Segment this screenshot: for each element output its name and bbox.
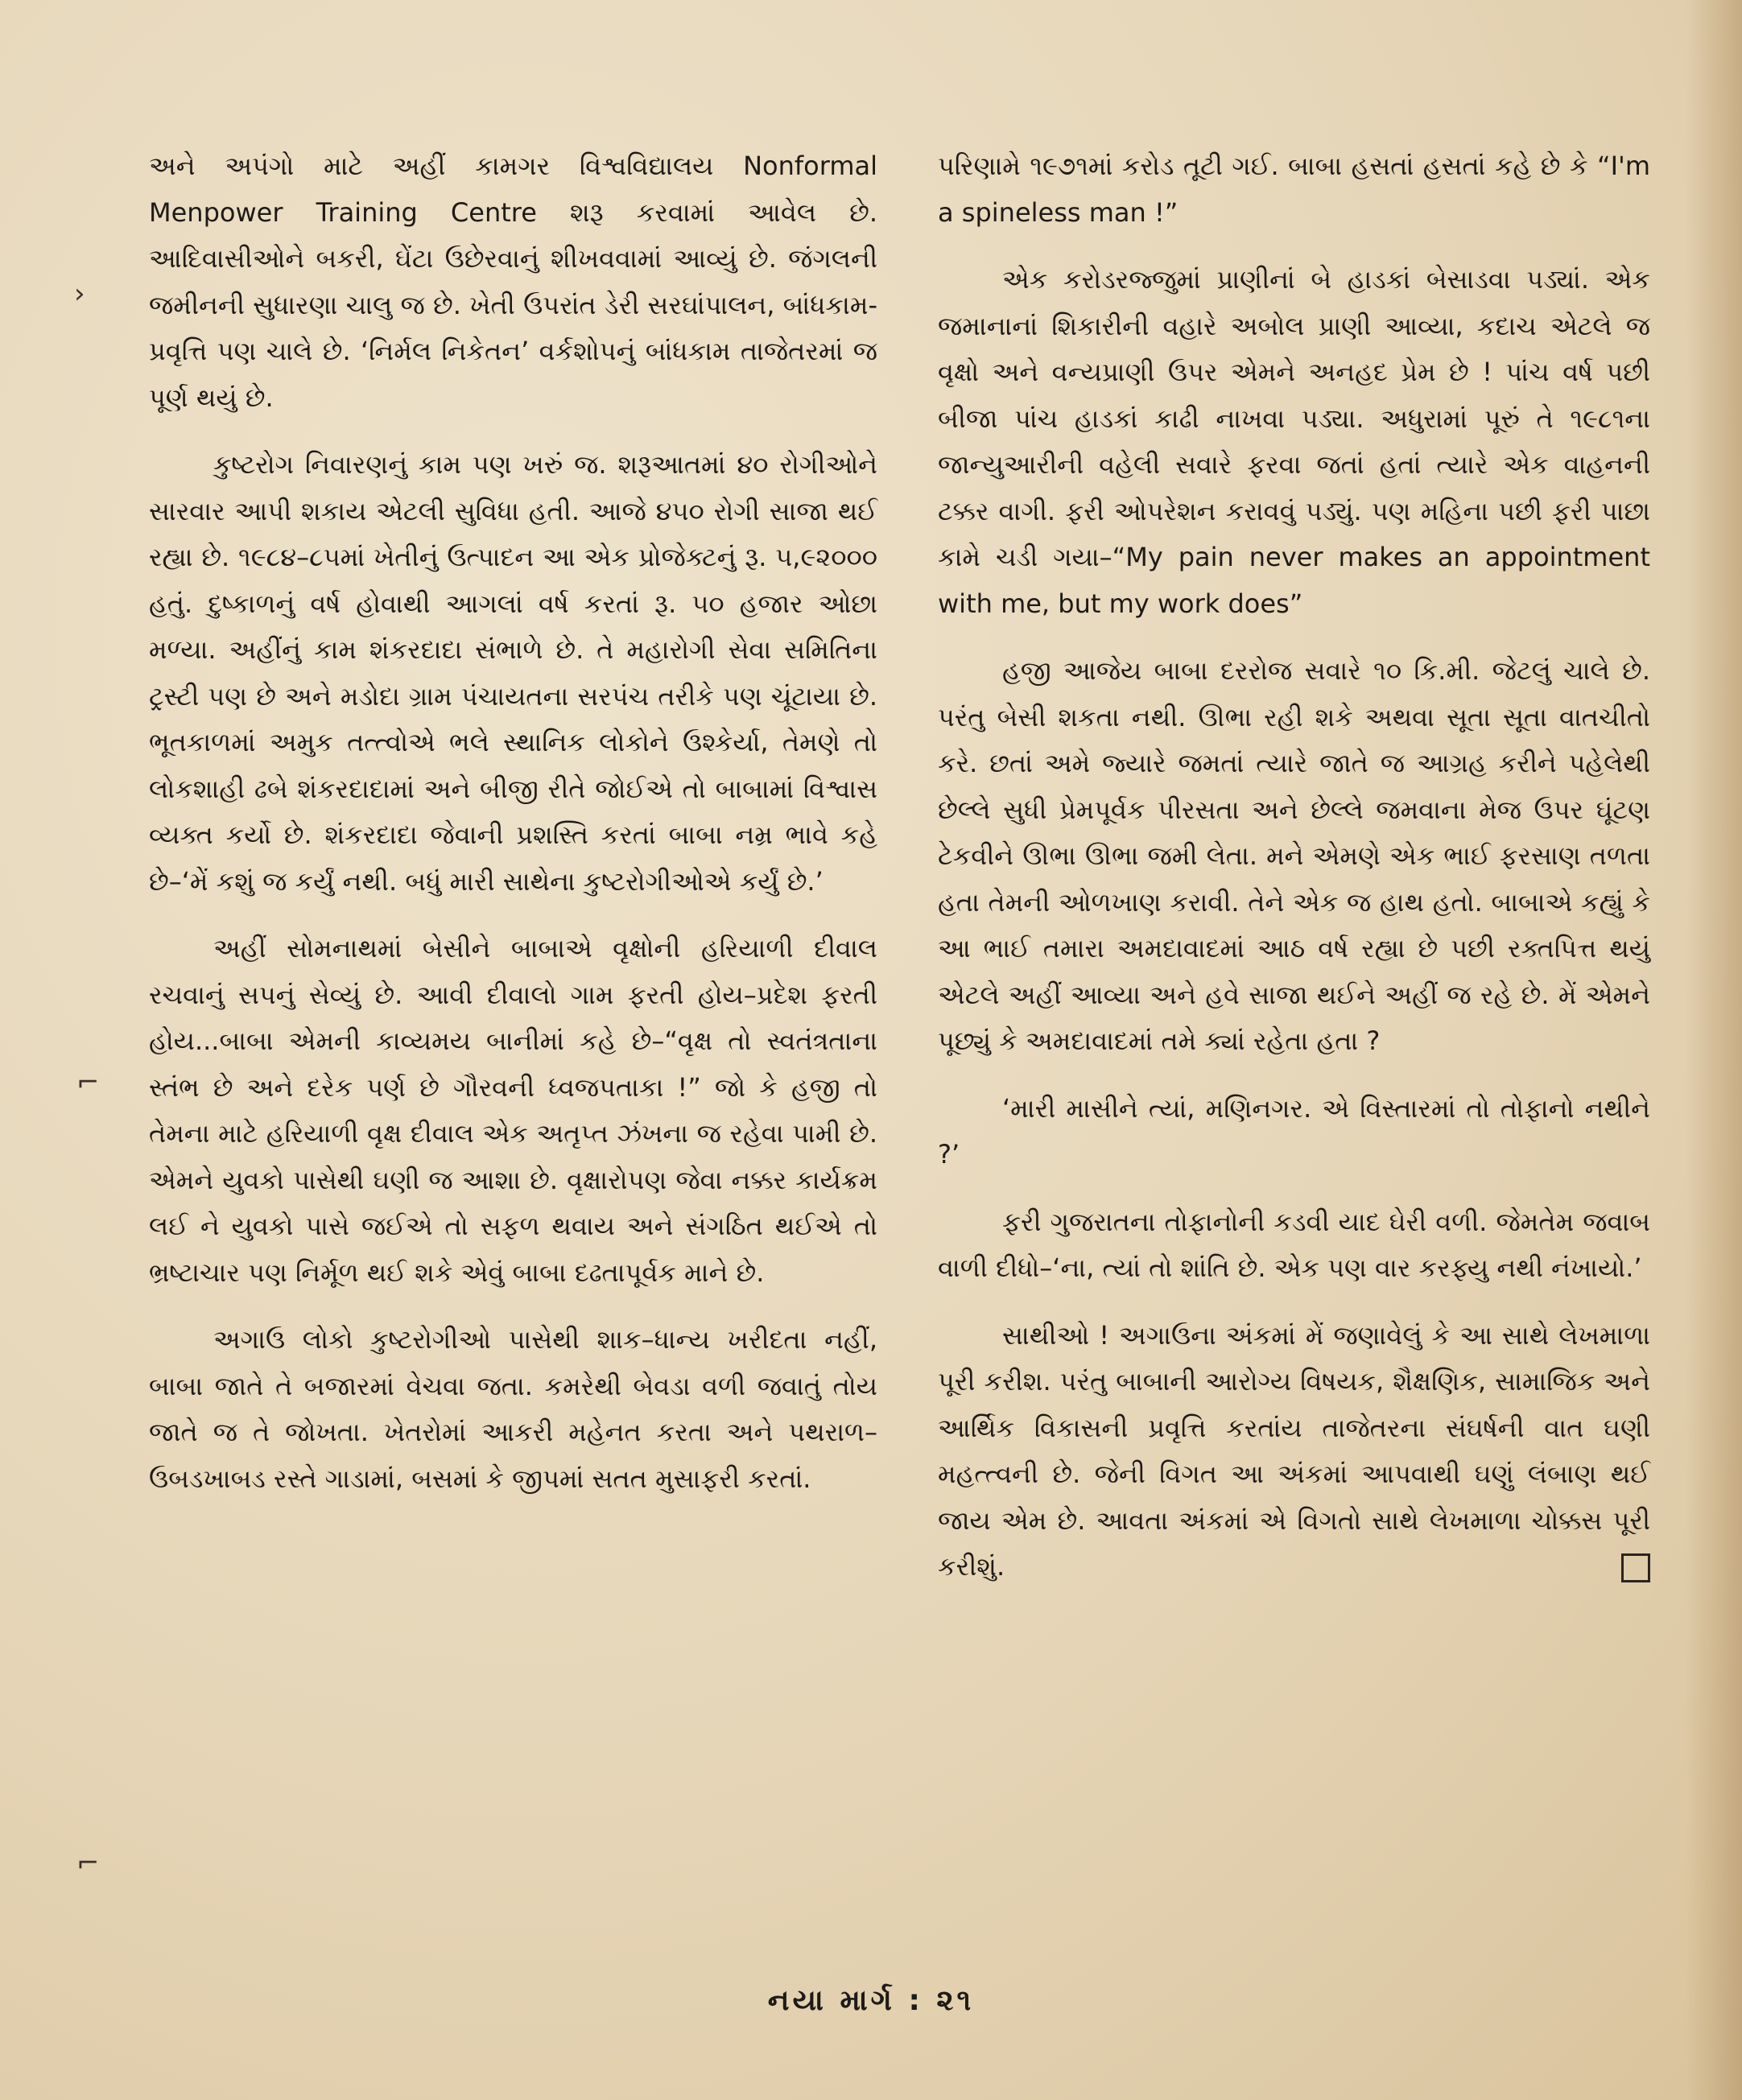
- paragraph-final-text: સાથીઓ ! અગાઉના અંકમાં મેં જણાવેલું કે આ સાથે લેખમાળા પૂરી કરીશ. પરંતુ બાબાની આરોગ્ય વિષયક, શૈક્ષણિક, સામાજિક અને આર્થિક વિકાસની પ્રવૃત્તિ કરતાંય તાજેતરના સંઘર્ષની વાત ઘણી મહત્ત્વની છે. જેની વિગત આ અંકમાં આપવાથી ઘણું લંબાણ થઈ જાય એમ છે. આવતા અંકમાં એ વિગતો સાથે લેખમાળા ચોક્કસ પૂરી કરીશું.: [938, 1319, 1650, 1582]
- left-column: [149, 143, 877, 1523]
- margin-mark-icon: ⌐: [76, 1847, 100, 1879]
- paragraph: ‘મારી માસીને ત્યાં, મણિનગર. એ વિસ્તારમાં તો તોફાનો નથીને ?’: [938, 1092, 1650, 1170]
- paragraph: અને અપંગો માટે અહીં કામગર વિશ્વવિદ્યાલય Nonformal Menpower Training Centre શરૂ કરવામાં આવેલ છે. આદિવાસીઓને બકરી, ઘેંટા ઉછેરવાનું શીખવવામાં આવ્યું છે. જંગલની જમીનની સુધારણા ચાલુ જ છે. ખેતી ઉપરાંત ડેરી સરઘાંપાલન, બાંધકામ-પ્રવૃત્તિ પણ ચાલે છે. ‘નિર્મલ નિકેતન’ વર્કશોપનું બાંધકામ તાજેતરમાં જ પૂર્ણ થયું છે.: [149, 151, 877, 413]
- paragraph: કુષ્ટરોગ નિવારણનું કામ પણ ખરું જ. શરૂઆતમાં ૪૦ રોગીઓને સારવાર આપી શકાય એટલી સુવિધા હતી. આજે ૪૫૦ રોગી સાજા થઈ રહ્યા છે. ૧૯૮૪–૮૫માં ખેતીનું ઉત્પાદન આ એક પ્રોજેક્ટનું રૂ. ૫,૯૨૦૦૦ હતું. દુષ્કાળનું વર્ષ હોવાથી આગલાં વર્ષ કરતાં રૂ. ૫૦ હજાર ઓછા મળ્યા. અહીંનું કામ શંકરદાદા સંભાળે છે. તે મહારોગી સેવા સમિતિના ટ્રસ્ટી પણ છે અને મડોદા ગ્રામ પંચાયતના સરપંચ તરીકે પણ ચૂંટાયા છે. ભૂતકાળમાં અમુક તત્ત્વોએ ભલે સ્થાનિક લોકોને ઉશ્કેર્યા, તેમણે તો લોકશાહી ઢબે શંકરદાદામાં અને બીજી રીતે જોઈએ તો બાબામાં વિશ્વાસ વ્યક્ત કર્યો છે. શંકરદાદા જેવાની પ્રશસ્તિ કરતાં બાબા નમ્ર ભાવે કહે છે–‘મેં કશું જ કર્યું નથી. બધું મારી સાથેના કુષ્ટરોગીઓએ કર્યું છે.’: [149, 449, 877, 897]
- paragraph: પરિણામે ૧૯૭૧માં કરોડ તૂટી ગઈ. બાબા હસતાં હસતાં કહે છે કે “I'm a spineless man !”: [938, 151, 1650, 228]
- margin-mark-icon: ⌐: [76, 1067, 100, 1099]
- end-mark-box-icon: [1621, 1553, 1650, 1582]
- paragraph: હજી આજેય બાબા દરરોજ સવારે ૧૦ કિ.મી. જેટલું ચાલે છે. પરંતુ બેસી શકતા નથી. ઊભા રહી શકે અથવા સૂતા સૂતા વાતચીતો કરે. છતાં અમે જ્યારે જમતાં ત્યારે જાતે જ આગ્રહ કરીને પહેલેથી છેલ્લે સુધી પ્રેમપૂર્વક પીરસતા અને છેલ્લે જમવાના મેજ ઉપર ઘૂંટણ ટેકવીને ઊભા ઊભા જમી લેતા. મને એમણે એક ભાઈ ફરસાણ તળતા હતા તેમની ઓળખાણ કરાવી. તેને એક જ હાથ હતો. બાબાએ કહ્યું કે આ ભાઈ તમારા અમદાવાદમાં આઠ વર્ષ રહ્યા છે પછી રક્તપિત્ત થયું એટલે અહીં આવ્યા અને હવે સાજા થઈને અહીં જ રહે છે. મેં એમને પૂછ્યું કે અમદાવાદમાં તમે ક્યાં રહેતા હતા ?: [938, 655, 1650, 1056]
- right-column: [938, 143, 1650, 1611]
- paragraph: અહીં સોમનાથમાં બેસીને બાબાએ વૃક્ષોની હરિયાળી દીવાલ રચવાનું સપનું સેવ્યું છે. આવી દીવાલો ગામ ફરતી હોય–પ્રદેશ ફરતી હોય...બાબા એમની કાવ્યમય બાનીમાં કહે છે–“વૃક્ષ તો સ્વતંત્રતાના સ્તંભ છે અને દરેક પર્ણ છે ગૌરવની ધ્વજપતાકા !” જો કે હજી તો તેમના માટે હરિયાળી વૃક્ષ દીવાલ એક અતૃપ્ત ઝંખના જ રહેવા પામી છે. એમને યુવકો પાસેથી ઘણી જ આશા છે. વૃક્ષારોપણ જેવા નક્કર કાર્યક્રમ લઈ ને યુવકો પાસે જઈએ તો સફળ થવાય અને સંગઠિત થઈએ તો ભ્રષ્ટાચાર પણ નિર્મૂળ થઈ શકે એવું બાબા દઢતાપૂર્વક માને છે.: [149, 933, 877, 1288]
- paragraph: એક કરોડરજ્જુમાં પ્રાણીનાં બે હાડકાં બેસાડવા પડ્યાં. એક જમાનાનાં શિકારીની વહારે અબોલ પ્રાણી આવ્યા, કદાચ એટલે જ વૃક્ષો અને વન્યપ્રાણી ઉપર એમને અનહદ પ્રેમ છે ! પાંચ વર્ષ પછી બીજા પાંચ હાડકાં કાઢી નાખવા પડ્યા. અધુરામાં પૂરું તે ૧૯૮૧ના જાન્યુઆરીની વહેલી સવારે ફરવા જતાં હતાં ત્યારે એક વાહનની ટક્કર વાગી. ફરી ઓપરેશન કરાવવું પડ્યું. પણ મહિના પછી ફરી પાછા કામે ચડી ગયા–“My pain never makes an appointment with me, but my work does”: [938, 264, 1650, 619]
- margin-mark-icon: ›: [74, 278, 85, 310]
- page-edge-shadow: [1686, 0, 1742, 2100]
- paragraph: ફરી ગુજરાતના તોફાનોની કડવી યાદ ઘેરી વળી. જેમતેમ જવાબ વાળી દીધો–‘ના, ત્યાં તો શાંતિ છે. એક પણ વાર કરફ્યુ નથી નંખાયો.’: [938, 1206, 1650, 1283]
- paragraph-final: [938, 1313, 1650, 1590]
- paragraph: અગાઉ લોકો કુષ્ટરોગીઓ પાસેથી શાક–ધાન્ય ખરીદતા નહીં, બાબા જાતે તે બજારમાં વેચવા જતા. કમરેથી બેવડા વળી જવાતું તોય જાતે જ તે જોખતા. ખેતરોમાં આકરી મહેનત કરતા અને પથરાળ–ઉબડખાબડ રસ્તે ગાડામાં, બસમાં કે જીપમાં સતત મુસાફરી કરતાં.: [149, 1324, 877, 1494]
- page-footer: નયા માર્ગ : ૨૧: [767, 1984, 975, 2017]
